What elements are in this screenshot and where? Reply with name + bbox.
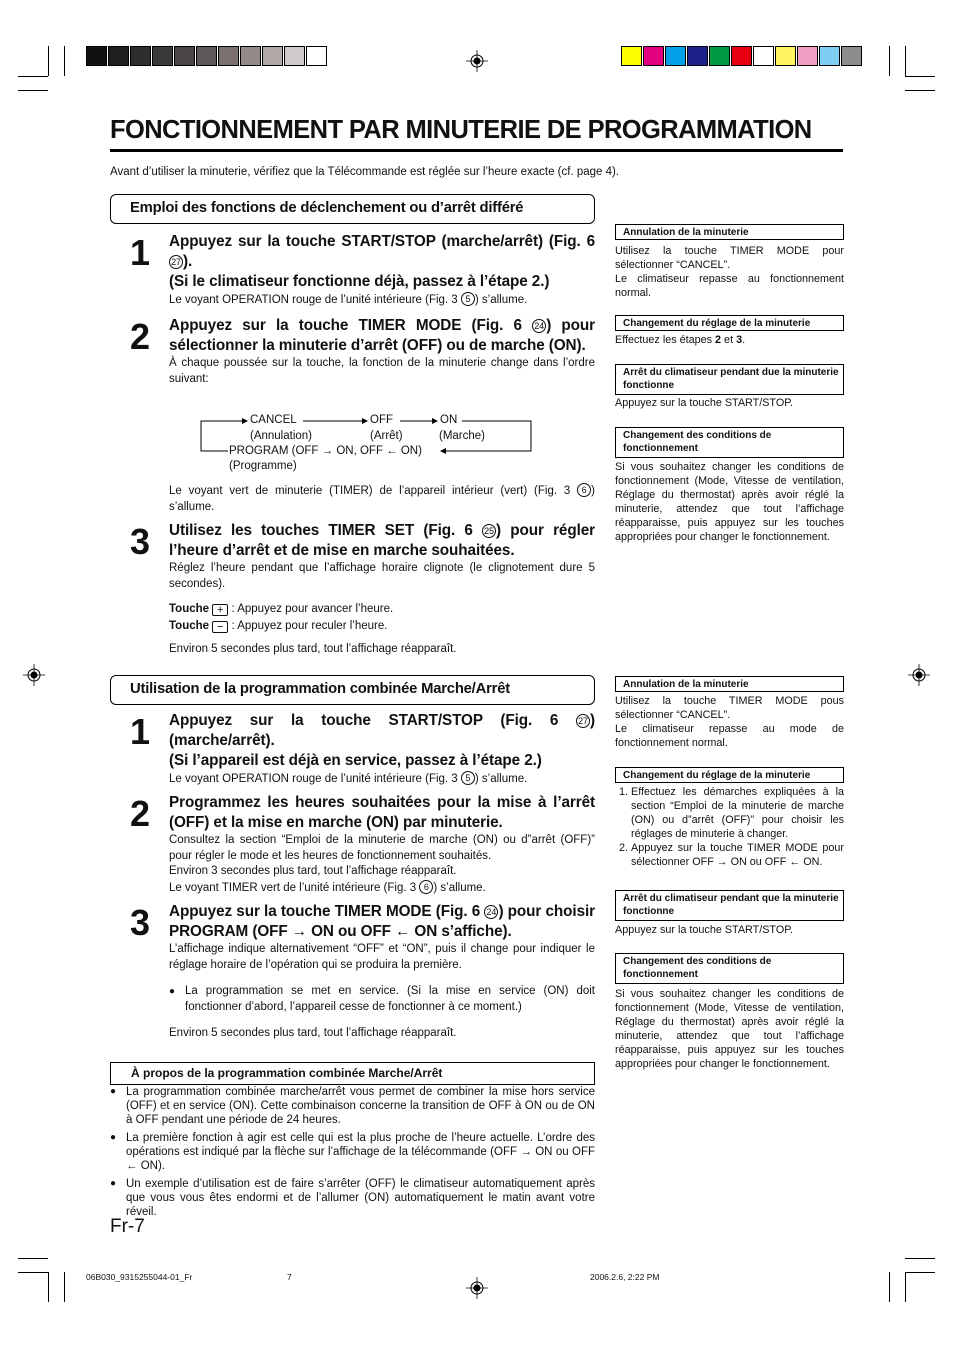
calibration-swatch bbox=[218, 46, 239, 66]
callout-number: 24 bbox=[532, 319, 546, 333]
touche-plus-line: Touche + : Appuyez pour avancer l’heure. bbox=[169, 603, 394, 616]
calibration-swatch bbox=[86, 46, 107, 66]
step-title: Appuyez sur la touche TIMER MODE (Fig. 6 24 ) pour sélectionner la minuterie d’arrêt (OFF) ou de marche (ON). bbox=[169, 317, 595, 354]
mode-on: ON bbox=[440, 414, 458, 426]
step-text: Consultez la section “Emploi de la minuterie de marche (ON) ou d”arrêt (OFF)” pour régler le mode et les heures de fonctionnement souhaités. bbox=[169, 834, 595, 862]
section1-step-3 bbox=[110, 521, 595, 658]
side-header-change-setting: Changement du réglage de la minuterie bbox=[615, 315, 844, 331]
section1-step-2-continued bbox=[110, 483, 595, 515]
step-number: 2 bbox=[130, 316, 151, 357]
calibration-swatch bbox=[731, 46, 752, 66]
mode-cancel: CANCEL bbox=[250, 414, 297, 426]
calibration-swatch bbox=[130, 46, 151, 66]
title-rule bbox=[110, 149, 843, 152]
side-text-cancel: Utilisez la touche TIMER MODE pour sélectionner “CANCEL”. Le climatiseur repasse au fonctionnement normal. bbox=[615, 245, 844, 299]
step-text: À chaque poussée sur la touche, la fonction de la minuterie change dans l’ordre suivant: bbox=[169, 357, 595, 385]
intro-text: Avant d’utiliser la minuterie, vérifiez que la Télécommande est réglée sur l’heure exacte (cf. page 4). bbox=[110, 166, 620, 178]
footer-date: 2006.2.6, 2:22 PM bbox=[590, 1272, 660, 1282]
section1-step-1 bbox=[110, 232, 595, 309]
step-after-text: Environ 5 secondes plus tard, tout l’affichage réapparaît. bbox=[169, 1027, 457, 1039]
step-title: Programmez les heures souhaitées pour la mise à l’arrêt (OFF) et la mise en marche (ON) par minuterie. bbox=[169, 794, 595, 831]
step-title: Utilisez les touches TIMER SET (Fig. 6 25 ) pour régler l’heure d’arrêt et de mise en marche souhaitées. bbox=[169, 522, 595, 559]
side-text-conditions: Si vous souhaitez changer les conditions de fonctionnement (Mode, Vitesse de ventilation, Réglage du thermostat) après avoir réglé la minuterie, attendez que tout l’affichage réapparaisse, puis appuyez sur les touches appropriées pour changer le fonctionnement. bbox=[615, 461, 844, 543]
step-text: Le voyant OPERATION rouge de l’unité intérieure (Fig. 3 5 ) s’allume. bbox=[169, 773, 528, 785]
side-header-cancel-2: Annulation de la minuterie bbox=[615, 676, 844, 692]
registration-mark-icon bbox=[23, 664, 45, 686]
side-text-stop: Appuyez sur la touche START/STOP. bbox=[615, 397, 794, 409]
calibration-swatch bbox=[262, 46, 283, 66]
calibration-swatch bbox=[284, 46, 305, 66]
mode-off-sub: (Arrêt) bbox=[370, 430, 403, 442]
side-header-cancel: Annulation de la minuterie bbox=[615, 224, 844, 240]
calibration-swatch bbox=[775, 46, 796, 66]
calibration-swatch bbox=[687, 46, 708, 66]
mode-cancel-sub: (Annulation) bbox=[250, 430, 313, 442]
side-text-change-setting: Effectuez les étapes 2 et 3. bbox=[615, 334, 746, 346]
side-list-item: 2. Appuyez sur la touche TIMER MODE pour sélectionner OFF → ON ou OFF ← ON. bbox=[631, 841, 844, 869]
touche-minus-line: Touche − : Appuyez pour reculer l’heure. bbox=[169, 620, 388, 633]
step-after-text: Environ 5 secondes plus tard, tout l’affichage réapparaît. bbox=[169, 643, 457, 655]
step-text-2: Environ 3 secondes plus tard, tout l’affichage réapparaît. bbox=[169, 865, 457, 877]
step-bullet: ● La programmation se met en service. (Si la mise en service (ON) doit fonctionner d’abord, l’appareil cesse de fonctionner à ce moment.) bbox=[169, 984, 595, 1015]
registration-mark-icon bbox=[466, 1277, 488, 1299]
calibration-swatch bbox=[709, 46, 730, 66]
section2-step-3 bbox=[110, 902, 595, 1042]
registration-mark-icon bbox=[466, 50, 488, 72]
callout-number: 6 bbox=[419, 880, 433, 894]
mode-off: OFF bbox=[370, 414, 393, 426]
mode-on-sub: (Marche) bbox=[439, 430, 486, 442]
calibration-swatch bbox=[108, 46, 129, 66]
side-text-stop-2: Appuyez sur la touche START/STOP. bbox=[615, 924, 794, 936]
minus-key-icon: − bbox=[212, 621, 228, 633]
about-bullet: ● La programmation combinée marche/arrêt vous permet de combiner la mise hors service (OFF) et en service (ON). Cette combinaison concerne la transition de OFF à ON ou de ON à OFF pendant une période de 24 heures. bbox=[110, 1085, 595, 1127]
about-bullet: ● La première fonction à agir est celle qui est la plus proche de l’heure actuelle. L’ordre des opérations est indiqué par la flèche sur l’affichage de la télécommande (OFF → ON ou OFF ← ON). bbox=[110, 1131, 595, 1173]
side-text-cancel-2: Utilisez la touche TIMER MODE pous sélectionner “CANCEL”. Le climatiseur repasse au mode de fonctionnement normal. bbox=[615, 695, 844, 749]
step-text: Le voyant OPERATION rouge de l’unité intérieure (Fig. 3 5 ) s’allume. bbox=[169, 294, 528, 306]
calibration-swatch bbox=[753, 46, 774, 66]
side-text-conditions-2: Si vous souhaitez changer les conditions de fonctionnement (Mode, Vitesse de ventilation, Réglage du thermostat) après avoir réglé la minuterie, attendez que tout l’affichage réapparaisse, puis appuyez sur les touches appropriées pour changer le fonctionnement. bbox=[615, 988, 844, 1070]
registration-mark-icon bbox=[908, 664, 930, 686]
timer-mode-cycle-diagram bbox=[200, 412, 540, 480]
calibration-swatch bbox=[797, 46, 818, 66]
page-number: Fr-7 bbox=[110, 1216, 145, 1237]
side-list-change-setting-2 bbox=[615, 785, 844, 869]
calibration-swatch bbox=[665, 46, 686, 66]
step-title: Appuyez sur la touche TIMER MODE (Fig. 6 24 ) pour choisir PROGRAM (OFF → ON ou OFF ← ON s’affiche). bbox=[169, 903, 595, 940]
plus-key-icon: + bbox=[212, 604, 228, 616]
side-list-item: 1. Effectuez les démarches expliquées à la section “Emploi de la minuterie de marche (ON) ou d”arrêt (OFF)” pour choisir les réglages de minuterie à changer. bbox=[631, 785, 844, 841]
about-header: À propos de la programmation combinée Marche/Arrêt bbox=[110, 1062, 595, 1085]
about-bullets bbox=[110, 1085, 595, 1219]
callout-number: 5 bbox=[461, 292, 475, 306]
calibration-swatch bbox=[174, 46, 195, 66]
side-header-conditions-2: Changement des conditions de fonctionnement bbox=[615, 953, 844, 984]
page-title: FONCTIONNEMENT PAR MINUTERIE DE PROGRAMMATION bbox=[110, 116, 812, 144]
step-number: 3 bbox=[130, 521, 151, 562]
calibration-swatch bbox=[152, 46, 173, 66]
step-number: 1 bbox=[130, 232, 151, 273]
step-number: 3 bbox=[130, 902, 151, 943]
side-header-stop: Arrêt du climatiseur pendant due la minuterie fonctionne bbox=[615, 364, 844, 395]
mode-program-sub: (Programme) bbox=[229, 460, 297, 472]
step-text: Réglez l’heure pendant que l’affichage horaire clignote (le clignotement dure 5 secondes). bbox=[169, 562, 595, 590]
about-bullet: ● Un exemple d’utilisation est de faire s’arrêter (OFF) le climatiseur automatiquement après que vous vous êtes endormi et de l’allumer (ON) automatiquement le matin avant votre réveil. bbox=[110, 1177, 595, 1219]
section-header-delayed: Emploi des fonctions de déclenchement ou d’arrêt différé bbox=[110, 194, 595, 224]
mode-program: PROGRAM (OFF → ON, OFF ← ON) bbox=[229, 445, 422, 457]
calibration-swatch bbox=[819, 46, 840, 66]
side-header-conditions: Changement des conditions de fonctionnement bbox=[615, 427, 844, 458]
calibration-swatch bbox=[841, 46, 862, 66]
calibration-swatch bbox=[196, 46, 217, 66]
callout-number: 5 bbox=[461, 771, 475, 785]
callout-number: 6 bbox=[577, 483, 591, 497]
step-title: Appuyez sur la touche START/STOP (marche/arrêt) (Fig. 6 27 ). (Si le climatiseur fonctionne déjà, passez à l’étape 2.) bbox=[169, 233, 595, 290]
calibration-swatch bbox=[240, 46, 261, 66]
calibration-swatch bbox=[306, 46, 327, 66]
calibration-swatch bbox=[643, 46, 664, 66]
section2-step-2 bbox=[110, 793, 595, 896]
step-text: Le voyant vert de minuterie (TIMER) de l’appareil intérieur (vert) (Fig. 3 6 ) s’allume. bbox=[169, 485, 595, 513]
callout-number: 27 bbox=[576, 714, 590, 728]
callout-number: 24 bbox=[484, 905, 498, 919]
footer-filename: 06B030_9315255044-01_Fr bbox=[86, 1272, 193, 1282]
step-number: 1 bbox=[130, 711, 151, 752]
section-header-combined: Utilisation de la programmation combinée Marche/Arrêt bbox=[110, 675, 595, 705]
step-text: L’affichage indique alternativement “OFF” et “ON”, puis il change pour indiquer le réglage horaire de l’opération qui se produira la première. bbox=[169, 943, 595, 971]
step-number: 2 bbox=[130, 793, 151, 834]
footer-page: 7 bbox=[287, 1272, 292, 1282]
side-header-change-setting-2: Changement du réglage de la minuterie bbox=[615, 767, 844, 783]
section2-step-1 bbox=[110, 711, 595, 788]
callout-number: 27 bbox=[169, 255, 183, 269]
callout-number: 25 bbox=[482, 524, 496, 538]
calibration-swatch bbox=[621, 46, 642, 66]
step-title: Appuyez sur la touche START/STOP (Fig. 6 27 ) (marche/arrêt). (Si l’appareil est déjà en service, passez à l’étape 2.) bbox=[169, 712, 595, 769]
step-text-3: Le voyant TIMER vert de l’unité intérieure (Fig. 3 6 ) s’allume. bbox=[169, 881, 486, 894]
section1-step-2 bbox=[110, 316, 595, 387]
side-header-stop-2: Arrêt du climatiseur pendant que la minuterie fonctionne bbox=[615, 890, 844, 921]
